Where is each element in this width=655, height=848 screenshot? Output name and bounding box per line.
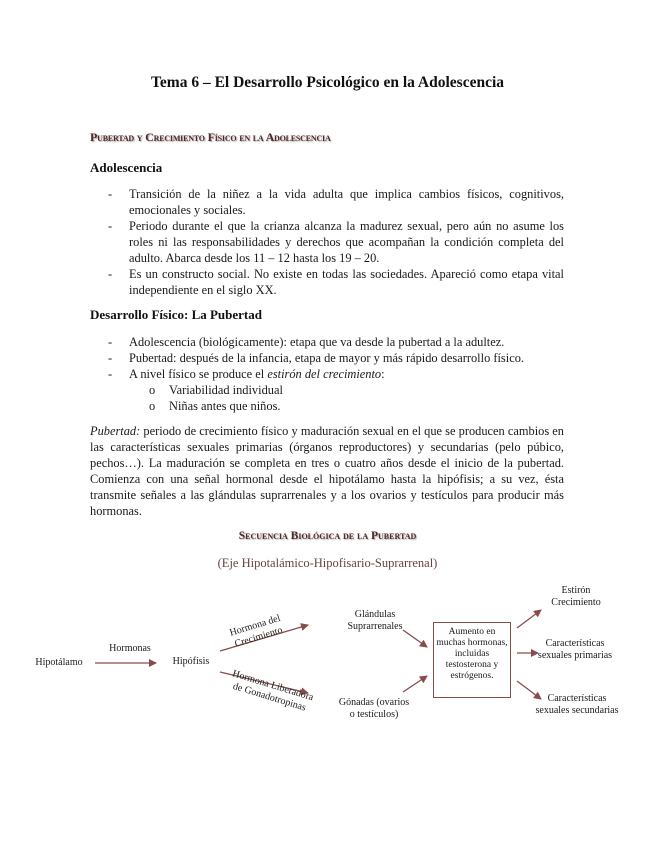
sublist-item: o Niñas antes que niños. xyxy=(149,398,564,414)
list-item: - Adolescencia (biológicamente): etapa que va desde la pubertad a la adultez. xyxy=(108,334,564,350)
secundarias-label: Características sexuales secundarias xyxy=(535,693,619,716)
hormona-crecimiento-label: Hormona del Crecimiento xyxy=(228,612,284,650)
hormona-liberadora-label: Hormona Liberadora de Gonadotropinas xyxy=(231,668,315,714)
hipotalamo-label: Hipotálamo xyxy=(35,657,83,668)
glandulas-label: Glándulas Suprarrenales xyxy=(347,609,403,632)
item3-prefix: A nivel físico se produce el xyxy=(129,367,268,381)
gonadas-label: Gónadas (ovarios o testículos) xyxy=(338,697,410,720)
page-title: Tema 6 – El Desarrollo Psicológico en la Adolescencia xyxy=(150,74,505,91)
diagram-title: Secuencia Biológica de la Pubertad xyxy=(238,530,417,542)
section-heading: Pubertad y Crecimiento Físico en la Adolescencia xyxy=(90,130,331,144)
pubertad-text: periodo de crecimiento físico y maduración sexual en el que se producen cambios en las características sexuales primarias (órganos reproductores) y secundarias (pelo púbico, pechos…). La maduración se completa en tres o cuatro años desde el inicio de la pubertad. Comienza con una señal hormonal desde el hipotálamo hasta la hipófisis; a su vez, ésta transmite señales a las glándulas suprarrenales y a los ovarios y testículos para producir más hormonas. xyxy=(90,424,564,518)
list-item: - Transición de la niñez a la vida adulta que implica cambios físicos, cognitivos, emocionales y sociales. xyxy=(108,186,564,218)
diagram-subtitle: (Eje Hipotalámico-Hipofisario-Suprarrenal) xyxy=(217,556,438,570)
pubertad-term: Pubertad: xyxy=(90,424,141,438)
arrow-box-estiron xyxy=(517,610,541,628)
list-item: - Pubertad: después de la infancia, etapa de mayor y más rápido desarrollo físico. xyxy=(108,350,564,366)
primarias-label: Características sexuales primarias xyxy=(537,638,613,661)
adolescencia-heading: Adolescencia xyxy=(90,160,163,175)
list-item: - Es un constructo social. No existe en todas las sociedades. Apareció como etapa vital independiente en el siglo XX. xyxy=(108,266,564,298)
hipofisis-label: Hipófisis xyxy=(172,656,210,667)
hormonas-label: Hormonas xyxy=(109,643,151,654)
estiron-label: Estirón Crecimiento xyxy=(551,585,601,608)
list-item: - Periodo durante el que la crianza alcanza la madurez sexual, pero aún no asume los roles ni las responsabilidades y derechos que acompañan la condición completa del adulto. Abarca desde los 11 – 12 hasta los 19 – 20. xyxy=(108,218,564,266)
item3-emphasis: estirón del crecimiento xyxy=(267,367,382,381)
hormone-increase-box: Aumento en muchas hormonas, incluidas testosterona y estrógenos. xyxy=(433,622,511,698)
arrow-gonadas-box xyxy=(403,676,427,692)
item3-suffix: : xyxy=(381,367,385,381)
sublist-item: o Variabilidad individual xyxy=(149,382,564,398)
desarrollo-heading: Desarrollo Físico: La Pubertad xyxy=(90,307,262,322)
